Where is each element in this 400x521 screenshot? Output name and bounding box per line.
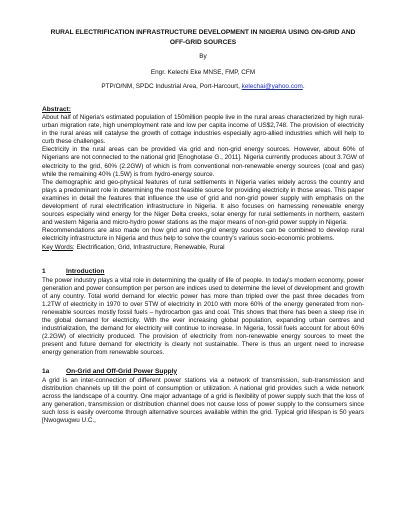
section-number: 1a bbox=[42, 367, 50, 375]
abstract-paragraph: About half of Nigeria's estimated population of 150million people live in the rural areas characterized by high rural-urban migration rate, high unemployment rate and low per capita income of US$2,748. The provision of electricity in the rural areas will catalyse the growth of cottage industries especially agro-allied industries which will help to curb these challenges. bbox=[42, 114, 364, 146]
section-number: 1 bbox=[42, 267, 46, 275]
section-title: Introduction bbox=[66, 267, 105, 275]
keywords-line bbox=[42, 244, 364, 252]
by-line: By bbox=[199, 53, 207, 60]
abstract-paragraph: The demographic and geo-physical features of rural settlements in Nigeria varies widely across the country and plays a predominant role in determining the most feasible source for providing electricity in those areas. This paper examines in detail the features that influence the use of grid and non-grid power supply with emphasis on the development of rural electrification infrastructure in Nigeria. It also focuses on harnessing renewable energy sources especially wind energy for the Niger Delta creeks, solar energy for rural settlements in northern, eastern and western Nigeria and micro-hydro power stations as the major means of non-grid power supply in Nigeria. bbox=[42, 178, 364, 227]
section-title: On-Grid and Off-Grid Power Supply bbox=[66, 367, 177, 375]
email-link[interactable]: kelechai@yahoo.com bbox=[241, 83, 303, 90]
paper-title: RURAL ELECTRIFICATION INFRASTRUCTURE DEVELOPMENT IN NIGERIA USING ON-GRID AND OFF-GRID SOURCES bbox=[50, 29, 356, 46]
affiliation-suffix: . bbox=[302, 83, 305, 90]
affiliation-text: PTP/O/NM, SPDC Industrial Area, Port-Harcourt, bbox=[101, 83, 242, 90]
keywords-text: : Electrification, Grid, Infrastructure, Renewable, Rural bbox=[72, 243, 225, 251]
body-paragraph: A grid is an inter-connection of different power stations via a network of transmission, sub-transmission and distribution channels up till the point of consumption or utilization. A national grid provides such a wide network across the landscape of a country. One major advantage of a grid is flexibility of power supply such that the loss of any generation, transmission or distribution channel does not cause loss of power supply to the consumers since such loss is easily overcome through alternative sources available within the grid. Typical grid lifespan is 50 years [Nwogwugwu U.C., bbox=[42, 376, 364, 424]
body-paragraph: The power industry plays a vital role in determining the quality of life of people. In today's modern economy, power generation and power consumption per person are indices used to determine the level of development and growth of any country. Total world demand for electric power has more than tripled over the past three decades from 1.2TW of electricity in 1970 to over 5TW of electricity in 2010 with more 60% of the energy generated from non-renewable sources mostly fossil fuels – hydrocarbon gas and coal. This shows that there has been a steep rise in the global demand for electricity. With the ever increasing global population, expanding urban centres and industrialization, the demand for electricity will continue to increase. In Nigeria, fossil fuels account for about 60% (2.2GW) of electricity produced. The provision of electricity from non-renewable energy sources to meet the present and future demand for electricity is clearly not sustainable. There is thus an urgent need to increase energy generation from renewable sources. bbox=[42, 276, 364, 357]
abstract-paragraph: Recommendations are also made on how grid and non-grid energy sources can be combined to develop rural electricity infrastructure in Nigeria and thus help to solve the country's various socio-economic problems. bbox=[42, 227, 364, 243]
abstract-paragraph: Electricity in the rural areas can be provided via grid and non-grid energy sources. However, about 60% of Nigerians are not connected to the national grid [Enogholase G., 2011]. Nigeria currently produces about 3.7GW of electricity to the grid, 60% (2.2GW) of which is from conventional non-renewable energy sources (coal and gas) while the remaining 40% (1.5W) is from hydro-energy source. bbox=[42, 146, 364, 178]
keywords-label: Key Words bbox=[42, 243, 73, 251]
section-heading-introduction bbox=[42, 268, 364, 276]
section-heading-grid-supply bbox=[42, 368, 364, 376]
author-affiliation bbox=[42, 82, 364, 92]
abstract-heading: Abstract: bbox=[42, 106, 71, 113]
author-name: Engr. Kelechi Eke MNSE, FMP, CFM bbox=[150, 69, 256, 76]
